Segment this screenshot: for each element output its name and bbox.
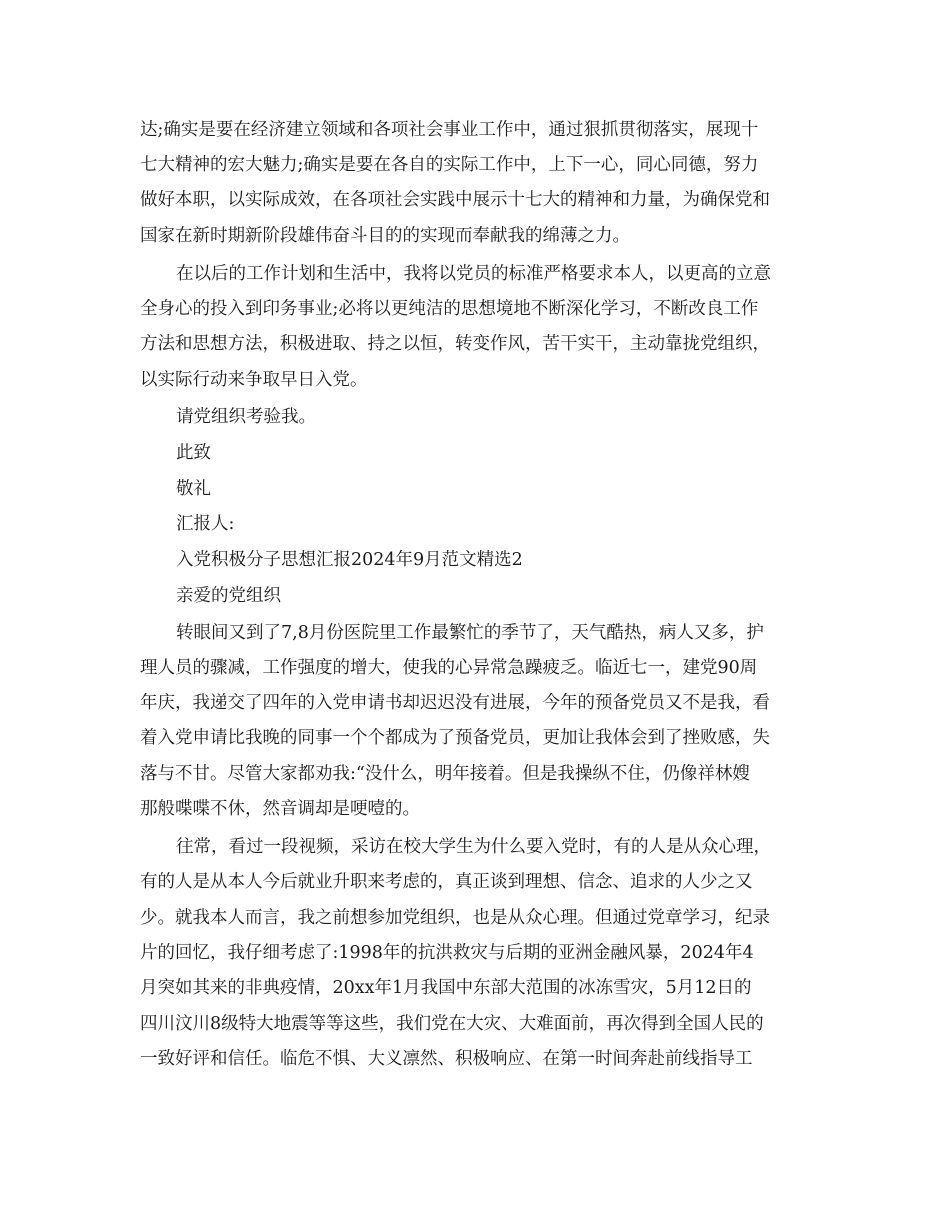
paragraph-1-line-4: 国家在新时期新阶段雄伟奋斗目的的实现而奉献我的绵薄之力。 — [140, 226, 630, 246]
paragraph-4-line-2: 有的人是从本人今后就业升职来考虑的，真正谈到理想、信念、追求的人少之又 — [140, 872, 753, 892]
paragraph-4-line-3: 少。就我本人而言，我之前想参加党组织，也是从众心理。但通过党章学习，纪录 — [140, 908, 770, 928]
paragraph-2-line-1: 在以后的工作计划和生活中，我将以党员的标准严格要求本人，以更高的立意 — [176, 264, 771, 284]
paragraph-3-line-6: 那般喋喋不休，然音调却是哽噎的。 — [140, 799, 420, 819]
salutation-2: 敬礼 — [176, 479, 211, 499]
paragraph-2-line-4: 以实际行动来争取早日入党。 — [140, 370, 368, 390]
reporter-label: 汇报人: — [176, 514, 235, 534]
paragraph-4-line-4: 片的回忆，我仔细考虑了:1998年的抗洪救灾与后期的亚洲金融风暴，2024年4 — [140, 943, 754, 963]
greeting: 亲爱的党组织 — [176, 586, 281, 606]
paragraph-3-line-5: 落与不甘。尽管大家都劝我:“没什么，明年接着。但是我操纵不住，仍像祥林嫂 — [140, 764, 750, 784]
paragraph-3-line-3: 年庆，我递交了四年的入党申请书却迟迟没有进展，今年的预备党员又不是我，看 — [140, 693, 770, 713]
paragraph-1-line-3: 做好本职，以实际成效，在各项社会实践中展示十七大的精神和力量，为确保党和 — [140, 190, 770, 210]
paragraph-1-line-1: 达;确实是要在经济建立领域和各项社会事业工作中，通过狠抓贯彻落实，展现十 — [140, 120, 759, 140]
paragraph-1-line-2: 七大精神的宏大魅力;确实是要在各自的实际工作中，上下一心，同心同德，努力 — [140, 155, 759, 175]
paragraph-4-line-5: 月突如其来的非典疫情，20xx年1月我国中东部大范围的冰冻雪灾，5月12日的 — [140, 978, 752, 998]
paragraph-4-line-1: 往常，看过一段视频，采访在校大学生为什么要入党时，有的人是从众心理， — [176, 837, 771, 857]
paragraph-3-line-2: 理人员的骤减，工作强度的增大，使我的心异常急躁疲乏。临近七一，建党90周 — [140, 658, 758, 678]
paragraph-2-line-2: 全身心的投入到印务事业;必将以更纯洁的思想境地不断深化学习，不断改良工作 — [140, 299, 759, 319]
paragraph-3-line-1: 转眼间又到了7,8月份医院里工作最繁忙的季节了，天气酷热，病人又多，护 — [176, 623, 764, 643]
closing-request: 请党组织考验我。 — [176, 407, 316, 427]
paragraph-2-line-3: 方法和思想方法，积极进取、持之以恒，转变作风，苦干实干，主动靠拢党组织， — [140, 334, 770, 354]
section-title: 入党积极分子思想汇报2024年9月范文精选2 — [176, 550, 523, 570]
salutation-1: 此致 — [176, 443, 211, 463]
paragraph-3-line-4: 着入党申请比我晚的同事一个个都成为了预备党员，更加让我体会到了挫败感，失 — [140, 728, 770, 748]
paragraph-4-line-7: 一致好评和信任。临危不惧、大义凛然、积极响应、在第一时间奔赴前线指导工 — [140, 1049, 753, 1069]
paragraph-4-line-6: 四川汶川8级特大地震等等这些，我们党在大灾、大难面前，再次得到全国人民的 — [140, 1014, 764, 1034]
